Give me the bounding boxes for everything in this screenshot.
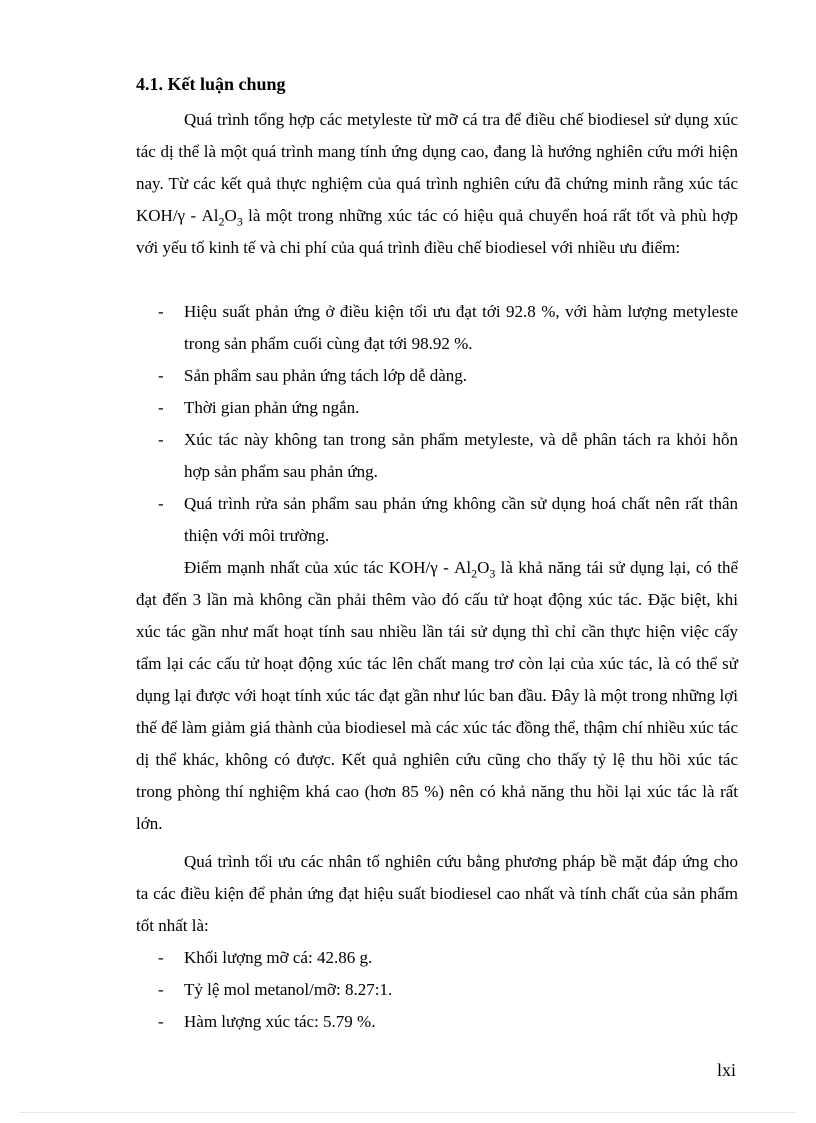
strength-paragraph [136,552,738,840]
page-number: lxi [716,1060,736,1080]
list-item [136,296,738,360]
strength-text-tail: là khả năng tái sử dụng lại, có thể đạt đến 3 lần mà không cần phải thêm vào đó cấu tử hoạt động xúc tác. Đặc biệt, khi xúc tác gần như mất hoạt tính sau nhiều lần tái sử dụng thì chỉ cần thực hiện việc cấy tẩm lại các cấu tử hoạt động xúc tác lên chất mang trơ còn lại của xúc tác, là có thể sử dụng lại được với hoạt tính xúc tác đạt gần như lúc ban đầu. Đây là một trong những lợi thế để làm giảm giá thành của biodiesel mà các xúc tác đồng thể, thậm chí nhiều xúc tác dị thể khác, không có được. Kết quả nghiên cứu cũng cho thấy tỷ lệ thu hồi xúc tác trong phòng thí nghiệm khá cao (hơn 85 %) nên có khả năng thu hồi lại xúc tác là rất lớn. [136,558,738,833]
dash-bullet: - [158,948,164,967]
list-item-text: Tỷ lệ mol metanol/mỡ: 8.27:1. [184,980,393,999]
dash-bullet: - [158,366,164,385]
list-item-text: Xúc tác này không tan trong sản phẩm metyleste, và dễ phân tách ra khỏi hỗn hợp sản phẩm sau phản ứng. [184,430,738,481]
dash-bullet: - [158,398,164,417]
list-item [136,942,738,974]
advantages-list [136,296,738,552]
formula-o: O [224,206,237,225]
list-item-text: Hiệu suất phản ứng ở điều kiện tối ưu đạt tới 92.8 %, với hàm lượng metyleste trong sản phẩm cuối cùng đạt tới 98.92 %. [184,302,738,353]
formula-sub-2: 2 [218,214,225,229]
formula-sub-2: 2 [471,566,478,581]
dash-bullet: - [158,980,164,999]
list-item-text: Hàm lượng xúc tác: 5.79 %. [184,1012,376,1031]
dash-bullet: - [158,302,164,321]
list-item-text: Quá trình rửa sản phẩm sau phản ứng không cần sử dụng hoá chất nên rất thân thiện với môi trường. [184,494,738,545]
strength-text-head: Điểm mạnh nhất của xúc tác KOH/γ - Al [184,558,472,577]
list-item [136,1006,738,1038]
section-heading: 4.1. Kết luận chung [136,74,286,94]
list-item [136,424,738,488]
dash-bullet: - [158,494,164,513]
formula-sub-3: 3 [489,566,496,581]
list-item [136,488,738,552]
dash-bullet: - [158,1012,164,1031]
list-item-text: Khối lượng mỡ cá: 42.86 g. [184,948,373,967]
list-item [136,974,738,1006]
page-divider [20,1112,796,1113]
intro-text: Quá trình tổng hợp các metyleste từ mỡ cá tra để điều chế biodiesel sử dụng xúc tác dị thể là một quá trình mang tính ứng dụng cao, đang là hướng nghiên cứu mới hiện nay. Từ các kết quả thực nghiệm của quá trình nghiên cứu đã chứng minh rằng xúc tác KOH/γ - Al [136,110,738,225]
list-item [136,360,738,392]
list-item [136,392,738,424]
formula-o: O [477,558,490,577]
optimization-paragraph: Quá trình tối ưu các nhân tố nghiên cứu bằng phương pháp bề mặt đáp ứng cho ta các điều kiện để phản ứng đạt hiệu suất biodiesel cao nhất và tính chất của sản phẩm tốt nhất là: [136,852,738,935]
list-item-text: Thời gian phản ứng ngắn. [184,398,360,417]
intro-text-tail: là một trong những xúc tác có hiệu quả chuyển hoá rất tốt và phù hợp với yếu tố kinh tế và chi phí của quá trình điều chế biodiesel với nhiều ưu điểm: [136,206,738,257]
dash-bullet: - [158,430,164,449]
list-item-text: Sản phẩm sau phản ứng tách lớp dễ dàng. [184,366,468,385]
intro-paragraph [136,104,738,264]
formula-sub-3: 3 [236,214,243,229]
conditions-list [136,942,738,1038]
